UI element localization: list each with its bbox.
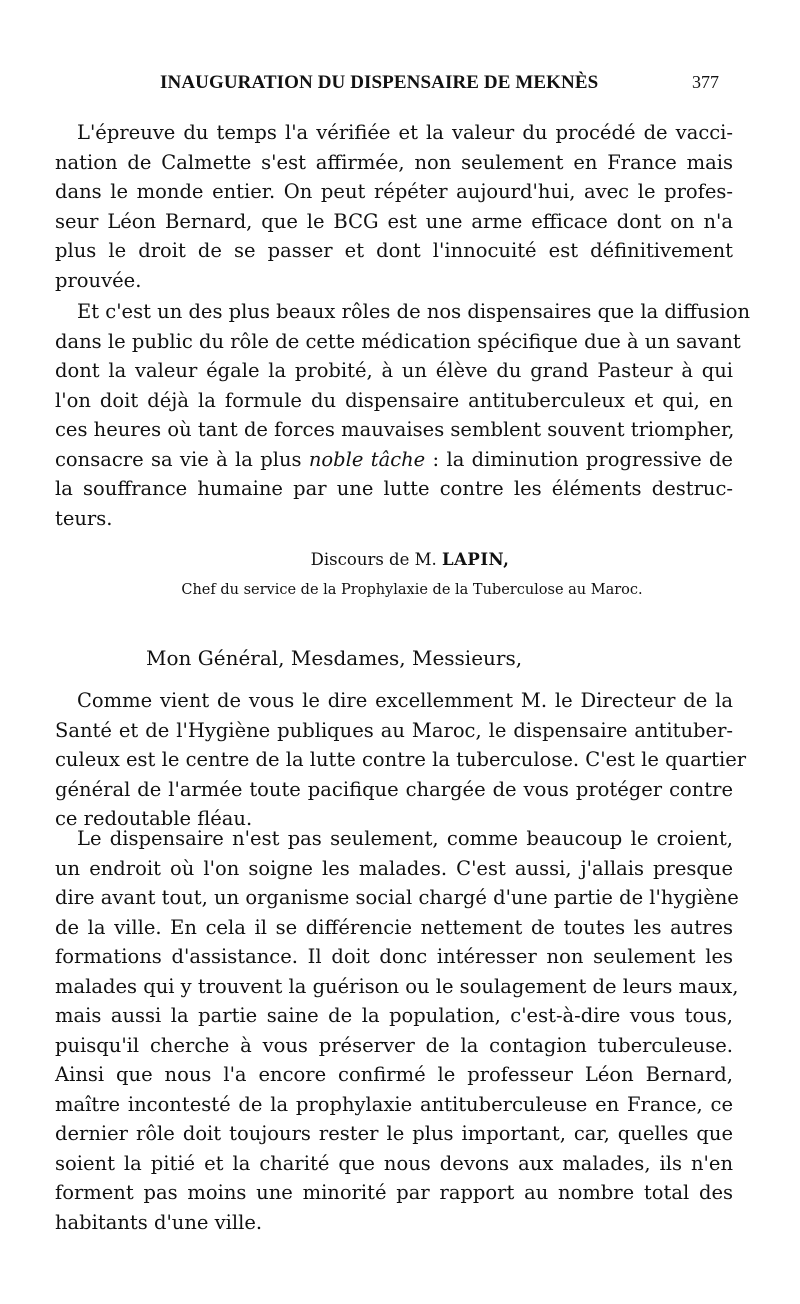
speech-title-prefix: Discours de M. <box>310 550 443 569</box>
text-line: Et c'est un des plus beaux rôles de nos dispensaires que la diffusion <box>77 300 751 323</box>
text-line: culeux est le centre de la lutte contre la tuberculose. C'est le quartier <box>55 748 747 771</box>
text-line: ce redoutable fléau. <box>55 807 253 830</box>
text-line: Le dispensaire n'est pas seulement, comme beaucoup le croient, <box>77 827 733 850</box>
paragraph-dispensary-center <box>55 686 747 834</box>
text-line: maître incontesté de la prophylaxie antituberculeuse en France, ce <box>55 1092 733 1116</box>
text-segment: : la diminution progressive de <box>425 447 733 471</box>
speaker-role: Chef du service de la Prophylaxie de la Tuberculose au Maroc. <box>181 582 643 598</box>
text-line: nation de Calmette s'est affirmée, non seulement en France mais <box>55 150 733 174</box>
text-line: un endroit où l'on soigne les malades. C'est aussi, j'allais presque <box>55 856 733 880</box>
running-title: INAUGURATION DU DISPENSAIRE DE MEKNÈS <box>160 72 599 93</box>
paragraph-bcg-vaccination <box>55 118 733 295</box>
text-line: seur Léon Bernard, que le BCG est une arme efficace dont on n'a <box>55 209 733 233</box>
page-number: 377 <box>692 72 719 92</box>
text-line <box>55 445 733 475</box>
speech-title <box>0 545 800 575</box>
text-line: l'on doit déjà la formule du dispensaire antituberculeux et qui, en <box>55 388 733 412</box>
text-line: dernier rôle doit toujours rester le plus important, car, quelles que <box>55 1122 733 1145</box>
text-line: dans le public du rôle de cette médication spécifique due à un savant <box>55 329 741 353</box>
italic-phrase: noble tâche <box>308 447 426 471</box>
text-line: habitants d'une ville. <box>55 1210 263 1234</box>
text-line: plus le droit de se passer et dont l'innocuité est définitivement <box>55 239 733 262</box>
text-line: général de l'armée toute pacifique chargée de vous protéger contre <box>55 777 733 801</box>
text-line: ces heures où tant de forces mauvaises semblent souvent triompher, <box>55 418 735 441</box>
text-line: dont la valeur égale la probité, à un élève du grand Pasteur à qui <box>55 359 733 382</box>
text-line: dans le monde entier. On peut répéter aujourd'hui, avec le profes- <box>55 180 733 203</box>
text-line: L'épreuve du temps l'a vérifiée et la valeur du procédé de vacci- <box>77 121 733 144</box>
text-line: Santé et de l'Hygiène publiques au Maroc, le dispensaire antituber- <box>55 718 733 742</box>
text-line: forment pas moins une minorité par rapport au nombre total des <box>55 1181 733 1204</box>
speech-heading <box>0 545 800 605</box>
paragraph-dispensary-role <box>55 297 751 533</box>
salutation: Mon Général, Mesdames, Messieurs, <box>146 646 523 670</box>
text-segment: consacre sa vie à la plus <box>55 447 309 471</box>
text-line: de la ville. En cela il se différencie nettement de toutes les autres <box>55 915 733 939</box>
text-line: teurs. <box>55 506 113 530</box>
text-line: formations d'assistance. Il doit donc intéresser non seulement les <box>55 945 733 968</box>
text-line: la souffrance humaine par une lutte contre les éléments destruc- <box>55 477 733 500</box>
text-line: dire avant tout, un organisme social chargé d'une partie de l'hygiène <box>55 886 739 909</box>
text-line: prouvée. <box>55 268 142 292</box>
text-line: soient la pitié et la charité que nous devons aux malades, ils n'en <box>55 1151 733 1175</box>
text-line: mais aussi la partie saine de la population, c'est-à-dire vous tous, <box>55 1004 733 1027</box>
paragraph-social-organism <box>55 824 739 1237</box>
page-header <box>0 72 800 102</box>
text-line: puisqu'il cherche à vous préserver de la contagion tuberculeuse. <box>55 1033 733 1057</box>
text-line: Ainsi que nous l'a encore confirmé le professeur Léon Bernard, <box>55 1063 733 1086</box>
text-line: malades qui y trouvent la guérison ou le soulagement de leurs maux, <box>55 974 739 998</box>
text-line: Comme vient de vous le dire excellemment M. le Directeur de la <box>77 689 733 712</box>
speaker-name: LAPIN, <box>442 550 510 569</box>
